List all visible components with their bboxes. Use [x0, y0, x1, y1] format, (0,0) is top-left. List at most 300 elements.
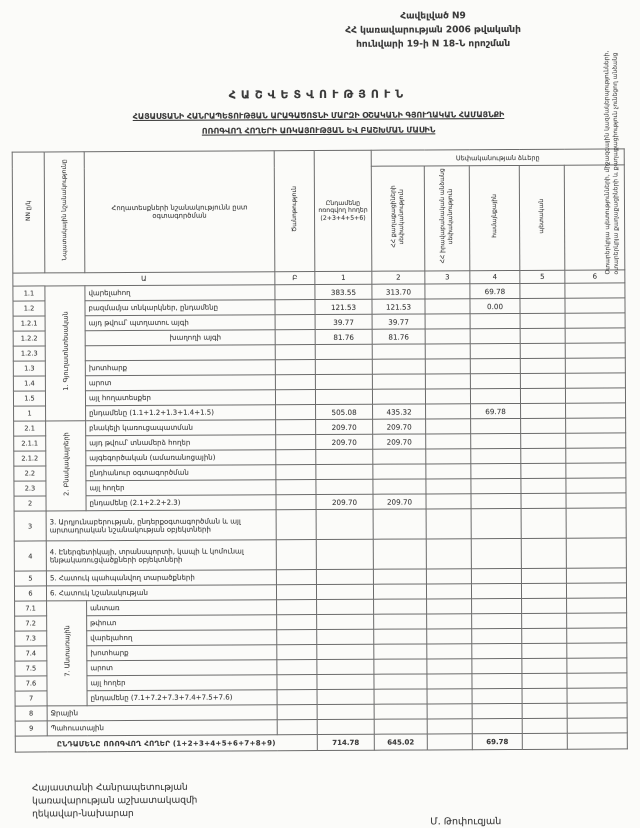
value-cell: [520, 298, 565, 313]
value-cell: [520, 283, 565, 298]
note-cell: [277, 690, 317, 705]
report-title: ՀԱՇՎԵՏՎՈՒԹՅՈՒՆ: [228, 87, 409, 102]
gov-header: [266, 9, 600, 53]
col-header-foreign-text: Օտարերկրյա պետությունների, միջազգային կազմակերպությունների, օտարերկրյա քաղաքացիների և քաղաքացիություն չունեցող անձանց: [602, 50, 620, 275]
value-cell: [521, 508, 566, 538]
value-cell: 209.70: [316, 419, 373, 434]
row-label: ընդամենը (2.1+2.2+2.3): [86, 495, 276, 511]
value-cell: [470, 313, 520, 328]
value-cell: [471, 463, 521, 478]
value-cell: 39.77: [315, 314, 372, 329]
row-num: 7.4: [15, 646, 47, 661]
value-cell: [471, 493, 521, 508]
row-num: 6: [14, 586, 46, 601]
row-label: Ջրային: [47, 705, 277, 721]
value-cell: [427, 659, 472, 674]
value-cell: [471, 508, 521, 538]
value-cell: [372, 374, 425, 389]
value-cell: [472, 688, 522, 703]
value-cell: [426, 419, 471, 434]
value-cell: [373, 464, 426, 479]
col-letter: 6: [565, 270, 625, 283]
note-cell: [277, 600, 317, 615]
note-cell: [275, 315, 315, 330]
value-cell: [521, 433, 566, 448]
note-cell: [276, 585, 316, 600]
value-cell: [426, 449, 471, 464]
note-cell: [276, 570, 316, 585]
value-cell: [520, 358, 565, 373]
value-cell: 645.02: [374, 734, 427, 750]
value-cell: [427, 719, 472, 734]
group-cell-agricultural: [45, 286, 86, 421]
value-cell: [567, 733, 627, 749]
value-cell: [426, 569, 471, 584]
row-num: 7.6: [15, 676, 47, 691]
value-cell: [520, 328, 565, 343]
value-cell: [521, 538, 566, 568]
row-label: 4. Էներգետիկայի, տրանսպորտի, կապի և կոմունալ ենթակառուցվածքների օբյեկտների: [46, 540, 276, 571]
value-cell: [425, 314, 470, 329]
col-letter: 4: [470, 270, 520, 283]
col-header-ownership-group: Սեփականության ձևերը: [371, 149, 624, 166]
value-cell: [426, 404, 471, 419]
row-num: 1.1: [13, 286, 45, 301]
col-header-nn-text: NN ը/կ: [24, 200, 32, 221]
group-label-settlements: 2. Բնակավայրերի: [61, 432, 70, 496]
row-num: 2.3: [14, 481, 46, 496]
value-cell: [522, 688, 567, 703]
value-cell: [316, 464, 373, 479]
row-label: այլ հողատեսքեր: [85, 390, 275, 406]
title-block: [0, 86, 639, 139]
row-num: 1.3: [13, 361, 45, 376]
value-cell: [470, 328, 520, 343]
value-cell: [425, 284, 470, 299]
row-label: արոտ: [87, 660, 277, 676]
value-cell: [567, 658, 627, 673]
value-cell: [522, 703, 567, 718]
value-cell: 313.70: [372, 284, 425, 299]
value-cell: 209.70: [316, 434, 373, 449]
value-cell: [374, 614, 427, 629]
value-cell: [316, 539, 373, 569]
value-cell: [567, 703, 627, 718]
value-cell: [521, 403, 566, 418]
row-num: 7.3: [15, 631, 47, 646]
note-cell: [277, 630, 317, 645]
value-cell: [565, 283, 625, 298]
value-cell: [426, 464, 471, 479]
value-cell: [317, 689, 374, 704]
value-cell: [470, 343, 520, 358]
value-cell: [565, 343, 625, 358]
report-table: [12, 148, 628, 752]
group-label-agricultural: 1. Գյուղատնտեսական: [61, 311, 70, 392]
value-cell: [471, 433, 521, 448]
row-num: 7.2: [15, 616, 47, 631]
row-num: 1.2.1: [13, 316, 45, 331]
row-num: 2.1: [14, 421, 46, 436]
value-cell: [520, 388, 565, 403]
value-cell: [521, 463, 566, 478]
value-cell: [317, 644, 374, 659]
value-cell: [374, 599, 427, 614]
row-label: արոտ: [85, 375, 275, 391]
row-label: խաղողի այգի: [85, 330, 275, 346]
col-letter: 3: [425, 271, 470, 284]
value-cell: [316, 569, 373, 584]
value-cell: [427, 644, 472, 659]
value-cell: [565, 313, 625, 328]
value-cell: [521, 418, 566, 433]
row-label: 3. Արդյունաբերության, ընդերքօգտագործման և այլ արտադրական նշանակության օբյեկտների: [46, 510, 276, 541]
note-cell: [276, 405, 316, 420]
row-label: այլ հողեր: [87, 675, 277, 691]
col-header-note: [274, 151, 315, 272]
value-cell: 121.53: [315, 299, 372, 314]
row-num: 5: [14, 571, 46, 586]
value-cell: [522, 718, 567, 733]
value-cell: [426, 434, 471, 449]
value-cell: [317, 599, 374, 614]
value-cell: [521, 448, 566, 463]
note-cell: [276, 435, 316, 450]
value-cell: 714.78: [317, 734, 374, 750]
row-num: 1.2.2: [13, 331, 45, 346]
value-cell: [470, 388, 520, 403]
value-cell: [425, 359, 470, 374]
row-label: այլ հողեր: [86, 480, 276, 496]
note-cell: [277, 705, 317, 720]
row-num: 2.2: [14, 466, 46, 481]
note-cell: [275, 345, 315, 360]
row-num: 4: [14, 541, 46, 571]
table-row: [14, 508, 626, 541]
row-label: ընդամենը (7.1+7.2+7.3+7.4+7.5+7.6): [87, 690, 277, 706]
note-cell: [277, 615, 317, 630]
value-cell: 209.70: [316, 494, 373, 509]
value-cell: [471, 478, 521, 493]
row-label: խոտհարք: [87, 645, 277, 661]
value-cell: [521, 493, 566, 508]
value-cell: [520, 373, 565, 388]
note-cell: [275, 300, 315, 315]
value-cell: [521, 568, 566, 583]
row-label: այդ թվում՝ պտղատու այգի: [85, 315, 275, 331]
value-cell: [316, 449, 373, 464]
value-cell: [522, 673, 567, 688]
row-label: այդ թվում՝ տնամերձ հողեր: [86, 435, 276, 451]
value-cell: [567, 613, 627, 628]
row-num: 1.2: [13, 301, 45, 316]
value-cell: [317, 719, 374, 734]
value-cell: [373, 584, 426, 599]
col-header-state: [519, 165, 565, 270]
group-cell-settlements: [46, 421, 86, 511]
value-cell: [472, 643, 522, 658]
row-num: 3: [14, 511, 46, 541]
value-cell: [317, 674, 374, 689]
value-cell: [425, 389, 470, 404]
value-cell: [374, 659, 427, 674]
row-num: 9: [15, 721, 47, 736]
note-cell: [277, 675, 317, 690]
value-cell: [426, 539, 471, 569]
value-cell: [566, 493, 626, 508]
value-cell: [426, 479, 471, 494]
value-cell: [425, 374, 470, 389]
value-cell: [566, 403, 626, 418]
col-letter: 5: [520, 270, 565, 283]
value-cell: [427, 689, 472, 704]
col-header-note-text: Ծանոթություն: [290, 186, 298, 233]
col-header-purpose: [44, 152, 85, 273]
value-cell: [426, 494, 471, 509]
value-cell: [316, 509, 373, 539]
value-cell: [374, 644, 427, 659]
value-cell: [472, 703, 522, 718]
footer-org-line1: Հայաստանի Հանրապետության: [32, 782, 188, 794]
value-cell: 383.55: [315, 284, 372, 299]
value-cell: [567, 673, 627, 688]
value-cell: [374, 629, 427, 644]
row-label: բազմամյա տնկարկներ, ընդամենը: [85, 300, 275, 316]
value-cell: [373, 479, 426, 494]
col-header-landtype: Հողատեսքների նշանակությունն ըստ օգտագործման: [84, 151, 275, 273]
col-header-state-text: պետական: [537, 198, 546, 234]
footer-org-line2: կառավարության աշխատակազմի: [32, 795, 198, 807]
value-cell: [373, 509, 426, 539]
value-cell: [372, 344, 425, 359]
row-num: 1.4: [13, 376, 45, 391]
note-cell: [275, 390, 315, 405]
value-cell: [373, 449, 426, 464]
row-num: 1.2.3: [13, 346, 45, 361]
value-cell: [522, 613, 567, 628]
group-label-forest: 7. Անտառային: [62, 625, 71, 678]
col-letter: 2: [372, 271, 425, 284]
value-cell: [472, 598, 522, 613]
row-num: 1.5: [13, 391, 45, 406]
value-cell: 69.78: [472, 733, 522, 749]
col-header-purpose-text: Նպատակային նշանակությունը: [60, 159, 68, 261]
value-cell: [374, 704, 427, 719]
note-cell: [276, 465, 316, 480]
value-cell: [316, 584, 373, 599]
value-cell: 0.00: [470, 298, 520, 313]
value-cell: [472, 628, 522, 643]
value-cell: [565, 373, 625, 388]
row-num: 7.5: [15, 661, 47, 676]
value-cell: [565, 388, 625, 403]
value-cell: 69.78: [470, 283, 520, 298]
value-cell: [317, 704, 374, 719]
value-cell: [426, 584, 471, 599]
value-cell: [566, 463, 626, 478]
value-cell: 81.76: [315, 329, 372, 344]
row-label: 5. Հատուկ պահպանվող տարածքների: [46, 570, 276, 586]
value-cell: [567, 628, 627, 643]
value-cell: [316, 479, 373, 494]
col-letter: Ա: [13, 272, 275, 286]
value-cell: [315, 374, 372, 389]
row-label: [85, 345, 275, 361]
note-cell: [276, 480, 316, 495]
table-row: [14, 538, 626, 571]
report-subtitle-line1: ՀԱՅԱՍՏԱՆԻ ՀԱՆՐԱՊԵՏՈՒԹՅԱՆ ԱՐԱԳԱԾՈՏՆԻ ՄԱՐԶԻ ՕՇԱԿԱՆԻ ԳՅՈՒՂԱԿԱՆ ՀԱՄԱՅՆՔԻ: [132, 110, 505, 121]
value-cell: [565, 328, 625, 343]
value-cell: [374, 674, 427, 689]
value-cell: [317, 614, 374, 629]
value-cell: [472, 673, 522, 688]
value-cell: [425, 344, 470, 359]
row-label: խոտհարք: [85, 360, 275, 376]
value-cell: [522, 598, 567, 613]
value-cell: [520, 343, 565, 358]
value-cell: [472, 718, 522, 733]
value-cell: [470, 358, 520, 373]
value-cell: [471, 583, 521, 598]
row-num: 8: [15, 706, 47, 721]
value-cell: 435.32: [373, 404, 426, 419]
value-cell: [471, 418, 521, 433]
row-label: անտառ: [87, 600, 277, 616]
row-num: 2.1.1: [14, 436, 46, 451]
decision-line: հունվարի 19-ի N 18-Ն որոշման: [356, 38, 511, 50]
col-letter: 1: [315, 271, 372, 284]
col-header-legal-entities-text: ՀՀ իրավաբանական անձանց սեփականություն: [438, 168, 455, 264]
value-cell: [520, 313, 565, 328]
value-cell: [566, 478, 626, 493]
signature-name: Մ. Թոփուզյան: [430, 816, 502, 828]
row-label: ընդհանուր օգտագործման: [86, 465, 276, 481]
row-label: վարելահող: [87, 630, 277, 646]
value-cell: [566, 568, 626, 583]
value-cell: [374, 689, 427, 704]
row-label: ընդամենը (1.1+1.2+1.3+1.4+1.5): [86, 405, 276, 421]
value-cell: [567, 718, 627, 733]
value-cell: [566, 538, 626, 568]
row-num: 7.1: [15, 601, 47, 616]
value-cell: [522, 733, 567, 749]
value-cell: [565, 358, 625, 373]
row-label: բնակելի կառուցապատման: [86, 420, 276, 436]
value-cell: [472, 613, 522, 628]
footer-org-line3: ղեկավար-նախարար: [32, 808, 134, 820]
note-cell: [277, 645, 317, 660]
col-header-foreign-cell: [564, 165, 625, 270]
value-cell: 209.70: [373, 494, 426, 509]
value-cell: [427, 629, 472, 644]
note-cell: [277, 660, 317, 675]
value-cell: [567, 688, 627, 703]
row-label: այգեգործական (ամառանոցային): [86, 450, 276, 466]
note-cell: [276, 420, 316, 435]
value-cell: [427, 599, 472, 614]
note-cell: [276, 495, 316, 510]
value-cell: 69.78: [471, 403, 521, 418]
value-cell: [373, 539, 426, 569]
value-cell: [427, 674, 472, 689]
row-num: 2: [14, 496, 46, 511]
grand-total-label: ԸՆԴԱՄԵՆԸ ՈՌՈԳՎՈՂ ՀՈՂԵՐ (1+2+3+4+5+6+7+8+9): [15, 735, 317, 753]
value-cell: [521, 478, 566, 493]
value-cell: [317, 629, 374, 644]
value-cell: 81.76: [372, 329, 425, 344]
grand-total-row: [15, 733, 627, 752]
row-num: 7: [15, 691, 47, 706]
note-cell: [276, 510, 316, 540]
row-label: 6. Հատուկ նշանակության: [46, 585, 276, 601]
value-cell: [427, 734, 472, 750]
report-subtitle-line2: ՈՌՈԳՎՈՂ ՀՈՂԵՐԻ ԱՌԿԱՅՈՒԹՅԱՆ ԵՎ ԲԱՇԽՄԱՆ ՄԱՍԻՆ: [201, 125, 436, 136]
value-cell: [315, 344, 372, 359]
col-header-citizens-text: ՀՀ քաղաքացիների սեփականություն: [389, 185, 406, 248]
col-header-community: [469, 165, 520, 270]
value-cell: [426, 509, 471, 539]
note-cell: [276, 540, 316, 570]
appendix-line: Հավելված N9: [400, 11, 466, 22]
value-cell: 209.70: [373, 419, 426, 434]
row-label: վարելահող: [85, 285, 275, 301]
value-cell: [522, 643, 567, 658]
value-cell: [566, 508, 626, 538]
value-cell: [374, 719, 427, 734]
value-cell: [566, 583, 626, 598]
value-cell: [425, 329, 470, 344]
col-header-citizens: [371, 166, 425, 271]
row-num: 1: [14, 406, 46, 421]
value-cell: [317, 659, 374, 674]
value-cell: [372, 359, 425, 374]
value-cell: [471, 448, 521, 463]
value-cell: [522, 658, 567, 673]
value-cell: 121.53: [372, 299, 425, 314]
value-cell: [566, 448, 626, 463]
value-cell: [522, 628, 567, 643]
value-cell: [427, 704, 472, 719]
value-cell: [566, 433, 626, 448]
value-cell: [315, 389, 372, 404]
value-cell: [425, 299, 470, 314]
value-cell: [472, 658, 522, 673]
note-cell: [275, 360, 315, 375]
value-cell: [566, 418, 626, 433]
value-cell: [373, 569, 426, 584]
value-cell: [372, 389, 425, 404]
value-cell: [565, 298, 625, 313]
value-cell: 505.08: [316, 404, 373, 419]
note-cell: [275, 330, 315, 345]
col-header-legal-entities: [424, 166, 470, 271]
value-cell: [567, 598, 627, 613]
note-cell: [275, 285, 315, 300]
note-cell: [277, 720, 317, 735]
value-cell: [521, 583, 566, 598]
col-letter: Բ: [275, 272, 315, 285]
group-cell-forest: [47, 601, 88, 706]
value-cell: [315, 359, 372, 374]
government-line: ՀՀ կառավարության 2006 թվականի: [345, 24, 521, 36]
value-cell: [471, 568, 521, 583]
row-num: 2.1.2: [14, 451, 46, 466]
value-cell: 39.77: [372, 314, 425, 329]
note-cell: [275, 375, 315, 390]
row-label: թփուտ: [87, 615, 277, 631]
value-cell: [427, 614, 472, 629]
col-header-nn: [12, 152, 45, 273]
